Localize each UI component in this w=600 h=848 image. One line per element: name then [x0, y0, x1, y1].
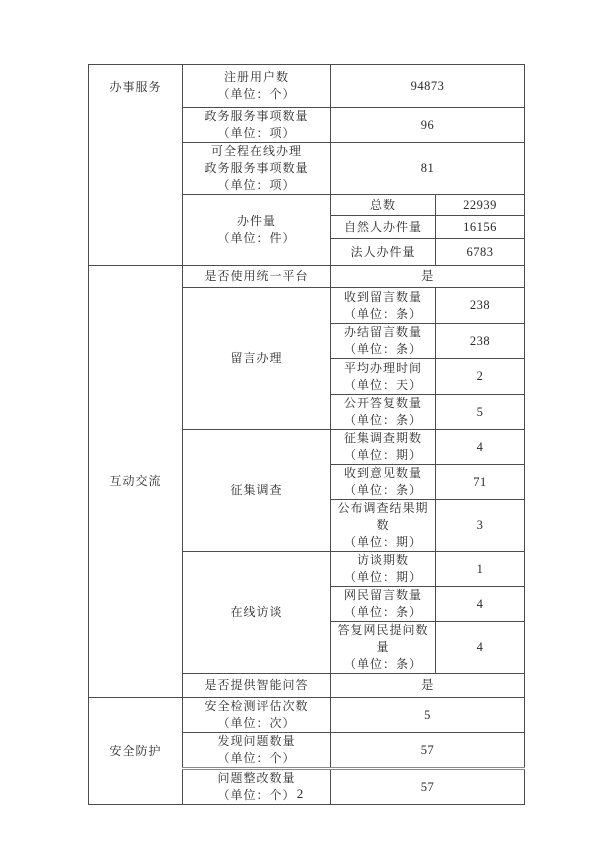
item-label-cell — [183, 698, 331, 733]
subitem-label: 访谈期数 — [356, 553, 409, 567]
item-unit: （单位：个） — [217, 87, 296, 101]
subitem-unit: （单位：条） — [343, 605, 422, 619]
subitem-value-cell: 22939 — [436, 195, 525, 216]
subitem-label-cell — [331, 587, 436, 622]
subitem-label: 平均办理时间 — [343, 360, 422, 375]
subitem-label-cell — [331, 500, 436, 552]
subitem-label: 办结留言数量 — [343, 325, 422, 339]
subitem-label-cell: 自然人办件量 — [331, 216, 436, 239]
category-label: 办事服务 — [109, 80, 162, 94]
category-label: 安全防护 — [109, 743, 162, 758]
item-label-cell: 征集调查 — [183, 430, 331, 552]
item-label: 政务服务事项数量 — [204, 109, 309, 123]
category-cell — [89, 65, 183, 266]
item-label-cell: 是否使用统一平台 — [183, 266, 331, 288]
subitem-label-cell — [331, 552, 436, 587]
value-cell: 94873 — [331, 65, 525, 108]
item-label-cell: 留言办理 — [183, 288, 331, 430]
category-cell — [89, 266, 183, 698]
subitem-label-cell — [331, 395, 436, 430]
subitem-unit: （单位：条） — [343, 342, 422, 356]
subitem-unit: （单位：条） — [343, 413, 422, 427]
value-cell: 57 — [331, 733, 525, 769]
subitem-value-cell: 4 — [436, 587, 525, 622]
item-unit: （单位：件） — [217, 231, 296, 245]
value-cell: 5 — [331, 698, 525, 733]
subitem-label: 网民留言数量 — [343, 588, 422, 602]
subitem-label-cell — [331, 359, 436, 395]
item-label-cell — [183, 195, 331, 266]
subitem-unit: （单位：条） — [343, 483, 422, 497]
value-cell: 81 — [331, 143, 525, 195]
item-label-cell: 在线访谈 — [183, 552, 331, 674]
subitem-label-cell — [331, 430, 436, 465]
value-cell: 是 — [331, 674, 525, 698]
subitem-unit: （单位：条） — [343, 657, 422, 671]
category-label: 互动交流 — [109, 474, 162, 488]
subitem-label: 公开答复数量 — [343, 396, 422, 410]
table-row — [89, 65, 525, 108]
item-label-cell — [183, 733, 331, 769]
item-label: 发现问题数量 — [217, 734, 296, 748]
subitem-value-cell: 1 — [436, 552, 525, 587]
subitem-label: 征集调查期数 — [343, 431, 422, 445]
subitem-unit: （单位：期） — [343, 535, 422, 549]
value-cell: 57 — [331, 769, 525, 805]
report-table — [88, 64, 525, 805]
subitem-unit: （单位：期） — [343, 570, 422, 584]
value-cell: 是 — [331, 266, 525, 288]
subitem-label-cell — [331, 465, 436, 500]
subitem-label-cell: 法人办件量 — [331, 239, 436, 266]
item-label: 办件量 — [236, 214, 276, 228]
page-number: 2 — [296, 786, 304, 801]
subitem-value-cell: 3 — [436, 500, 525, 552]
item-label-cell — [183, 65, 331, 108]
value-cell: 96 — [331, 108, 525, 143]
item-label: 安全检测评估次数 — [204, 699, 309, 713]
item-unit: （单位：个） — [217, 751, 296, 765]
subitem-label-cell — [331, 288, 436, 324]
item-label-line2: 政务服务事项数量 — [204, 161, 309, 175]
table-row — [89, 266, 525, 288]
item-unit: （单位：个） — [217, 788, 296, 802]
subitem-value-cell: 16156 — [436, 216, 525, 239]
subitem-label-cell: 总数 — [331, 195, 436, 216]
subitem-label-cell — [331, 324, 436, 359]
subitem-value-cell: 6783 — [436, 239, 525, 266]
subitem-label: 收到留言数量 — [343, 289, 422, 304]
subitem-value-cell: 71 — [436, 465, 525, 500]
report-table-wrapper — [88, 64, 525, 805]
subitem-value-cell: 4 — [436, 430, 525, 465]
item-unit: （单位：项） — [217, 126, 296, 140]
item-unit: （单位：项） — [217, 178, 296, 192]
subitem-unit: （单位：天） — [343, 377, 422, 392]
subitem-unit: （单位：条） — [343, 306, 422, 321]
table-row — [89, 698, 525, 733]
item-unit: （单位：次） — [217, 716, 296, 730]
subitem-value-cell: 238 — [436, 288, 525, 324]
item-label-cell — [183, 108, 331, 143]
subitem-value-cell: 5 — [436, 395, 525, 430]
subitem-label-cell — [331, 622, 436, 674]
item-label: 问题整改数量 — [217, 771, 296, 785]
subitem-label: 收到意见数量 — [343, 466, 422, 480]
subitem-value-cell: 2 — [436, 359, 525, 395]
item-label-cell: 是否提供智能问答 — [183, 674, 331, 698]
item-label: 注册用户数 — [223, 70, 289, 84]
subitem-label: 公布调查结果期数 — [337, 501, 429, 532]
subitem-value-cell: 4 — [436, 622, 525, 674]
subitem-unit: （单位：期） — [343, 448, 422, 462]
subitem-label: 答复网民提问数量 — [337, 623, 429, 654]
item-label: 可全程在线办理 — [210, 144, 302, 158]
item-label-cell — [183, 143, 331, 195]
subitem-value-cell: 238 — [436, 324, 525, 359]
